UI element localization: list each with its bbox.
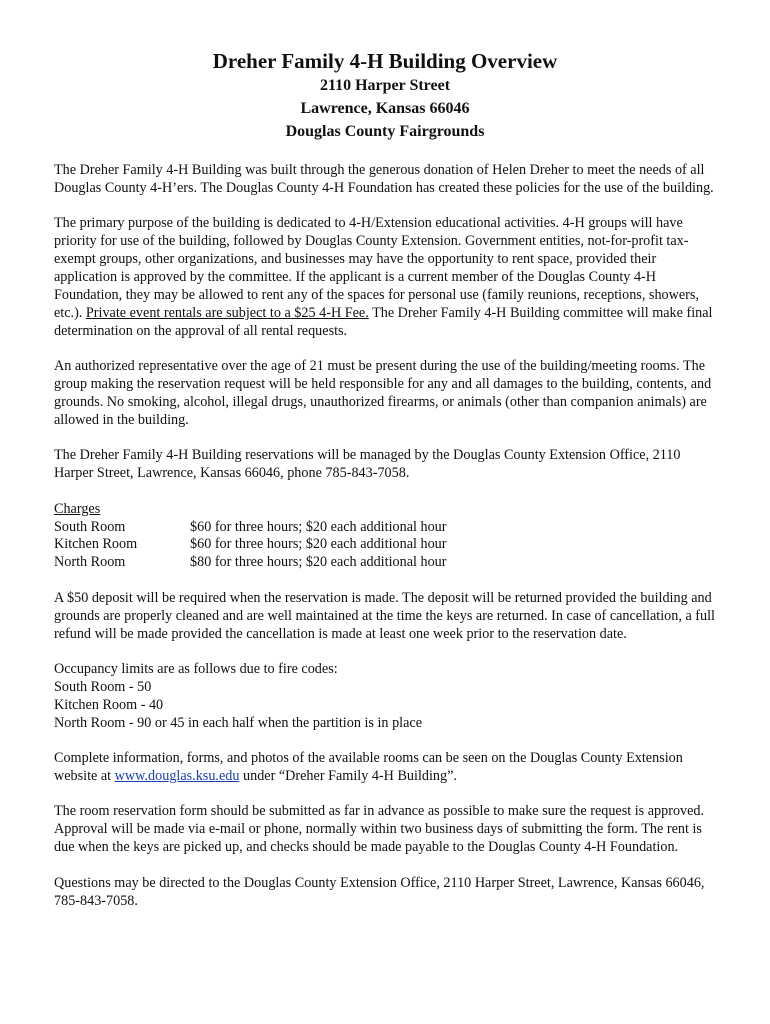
address-line: 2110 Harper Street — [319, 77, 451, 94]
purpose-paragraph — [54, 215, 718, 340]
venue-line: Douglas County Fairgrounds — [285, 123, 485, 140]
extension-website-link[interactable]: www.douglas.ksu.edu — [114, 767, 240, 784]
management-paragraph: The Dreher Family 4-H Building reservations will be managed by the Douglas County Extension Office, 2110 Harper Street, Lawrence, Kansas 66046, phone 785-843-7058. — [54, 447, 681, 482]
deposit-paragraph: A $50 deposit will be required when the reservation is made. The deposit will be returned provided the building and grounds are properly cleaned and are well maintained at the time the keys are returned. In case of cancellation, a full refund will be made provided the cancellation is made at least one week prior to the reservation date. — [54, 589, 716, 642]
occupancy-line: North Room - 90 or 45 in each half when the partition is in place — [54, 714, 422, 731]
occupancy-line: South Room - 50 — [54, 678, 152, 695]
document-title: Dreher Family 4-H Building Overview — [212, 49, 558, 73]
room-name: South Room — [54, 518, 126, 535]
charges-row — [54, 519, 718, 537]
questions-paragraph: Questions may be directed to the Douglas County Extension Office, 2110 Harper Street, Lawrence, Kansas 66046, 785-843-7058. — [54, 874, 705, 909]
occupancy-intro: Occupancy limits are as follows due to fire codes: — [54, 660, 338, 677]
fee-notice: Private event rentals are subject to a $25 4-H Fee. — [85, 304, 369, 321]
website-text-end: under “Dreher Family 4-H Building”. — [239, 767, 457, 784]
charges-heading: Charges — [54, 500, 101, 517]
room-fee: $80 for three hours; $20 each additional hour — [190, 554, 447, 571]
purpose-text-end: The Dreher Family 4-H Building committee will make final determination on the approval of all rental requests. — [54, 304, 713, 339]
charges-row — [54, 554, 718, 572]
document-body — [54, 162, 718, 928]
occupancy-line: Kitchen Room - 40 — [54, 696, 164, 713]
occupancy-block — [54, 661, 718, 733]
purpose-text: The primary purpose of the building is dedicated to 4-H/Extension educational activities. 4-H groups will have priority for use of the building, followed by Douglas County Extension. Government entities, not-for-profit tax-exempt groups, other organizations, and businesses may have the opportunity to rent space, provided their application is approved by the committee. If the applicant is a current member of the Douglas County 4-H Foundation, they may be allowed to rent any of the spaces for personal use (family reunions, receptions, showers, etc.). — [54, 215, 699, 321]
website-paragraph — [54, 750, 718, 786]
room-name: North Room — [54, 554, 126, 571]
charges-row — [54, 536, 718, 554]
charges-table — [54, 501, 718, 573]
website-text: Complete information, forms, and photos of the available rooms can be seen on the Douglas County Extension website at — [54, 750, 683, 784]
city-line: Lawrence, Kansas 66046 — [300, 100, 470, 117]
rules-paragraph: An authorized representative over the age of 21 must be present during the use of the building/meeting rooms. The group making the reservation request will be held responsible for any and all damages to the building, contents, and grounds. No smoking, alcohol, illegal drugs, unauthorized firearms, or animals (other than companion animals) are allowed in the building. — [54, 358, 712, 428]
room-fee: $60 for three hours; $20 each additional hour — [190, 536, 447, 553]
document-header — [0, 48, 770, 143]
room-name: Kitchen Room — [54, 536, 138, 553]
reservation-paragraph: The room reservation form should be submitted as far in advance as possible to make sure the request is approved. Approval will be made via e-mail or phone, normally within two business days of submitting the form. The rent is due when the keys are picked up, and checks should be made payable to the Douglas County 4-H Foundation. — [54, 803, 705, 856]
intro-paragraph: The Dreher Family 4-H Building was built through the generous donation of Helen Dreher to meet the needs of all Douglas County 4-H’ers. The Douglas County 4-H Foundation has created these policies for the use of the building. — [54, 162, 714, 196]
room-fee: $60 for three hours; $20 each additional hour — [190, 518, 447, 535]
